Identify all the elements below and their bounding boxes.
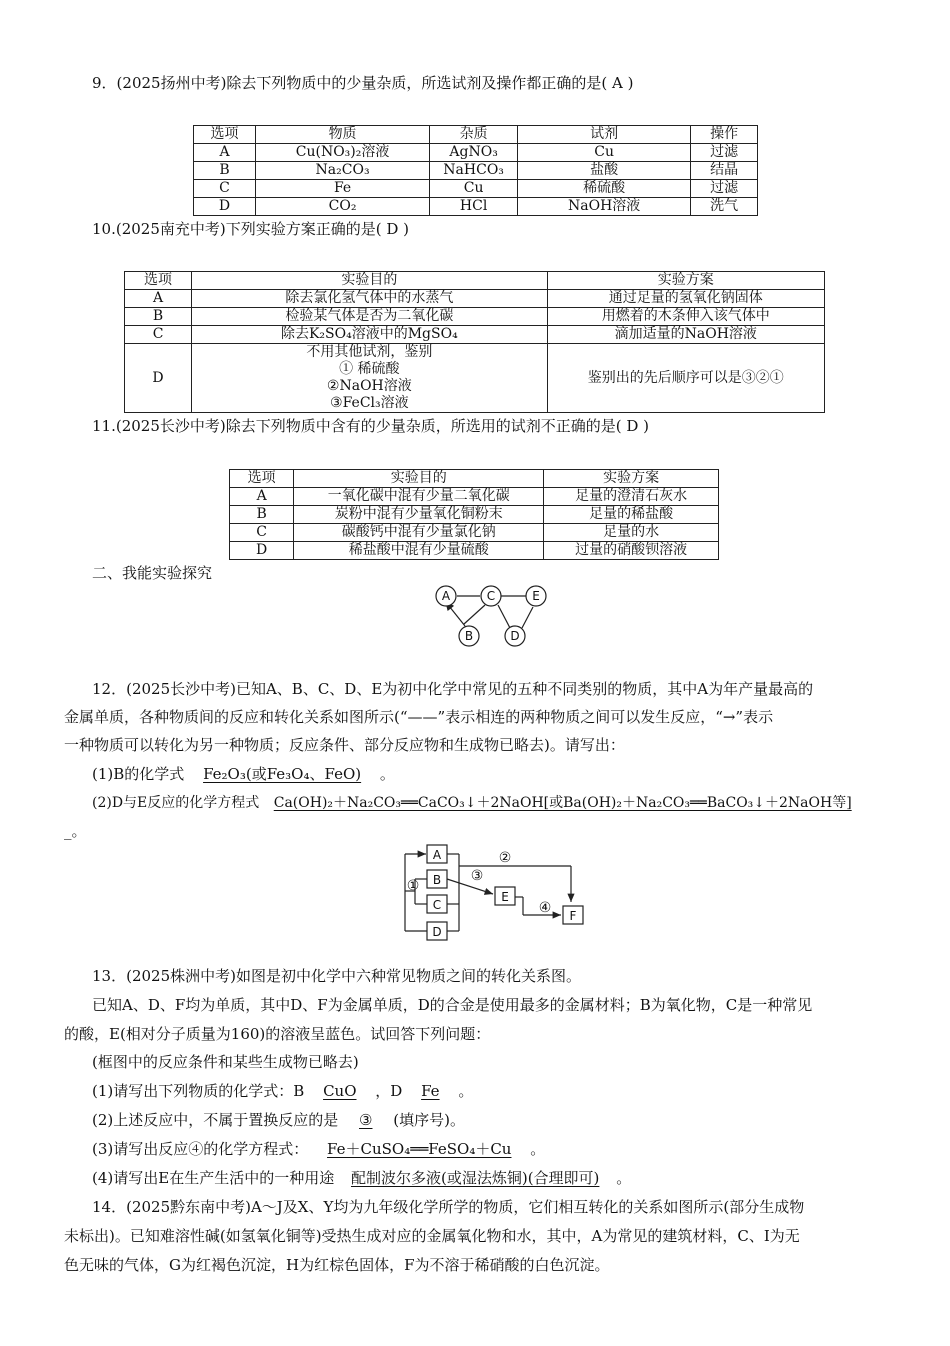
- table-row: [125, 326, 825, 344]
- table-cell: Cu: [430, 180, 518, 198]
- purpose-line: ① 稀硫酸: [339, 361, 400, 377]
- table-cell: 一氧化碳中混有少量二氧化碳: [294, 488, 544, 506]
- table-cell: B: [194, 162, 256, 180]
- box-f-label: F: [569, 909, 577, 923]
- q12-line1: 12．(2025长沙中考)已知A、B、C、D、E为初中化学中常见的五种不同类别的物质，其中A为年产量最高的: [92, 680, 814, 698]
- q13-part4-answer: 配制波尔多液(或湿法炼铜)(合理即可): [350, 1169, 600, 1187]
- q14-line3: 色无味的气体，G为红褐色沉淀，H为红棕色固体，F为不溶于稀硝酸的白色沉淀。: [64, 1256, 610, 1274]
- label-reaction-3: ③: [470, 868, 484, 884]
- header-cell: 选项: [125, 272, 192, 290]
- q12-part2-tail: _。: [64, 822, 87, 840]
- table-row: [125, 308, 825, 326]
- table-cell: 炭粉中混有少量氧化铜粉末: [294, 506, 544, 524]
- q13-part3-prefix: (3)请写出反应④的化学方程式：: [92, 1140, 309, 1158]
- q13-part1-mid: ，D: [375, 1082, 403, 1100]
- label-reaction-1: ①: [406, 878, 420, 894]
- q13-note: (框图中的反应条件和某些生成物已略去): [92, 1053, 359, 1071]
- header-cell: 选项: [194, 126, 256, 144]
- table-cell: 洗气: [691, 198, 758, 216]
- table-cell: [192, 344, 548, 413]
- q12-line3: 一种物质可以转化为另一种物质；反应条件、部分反应物和生成物已略去)。请写出：: [64, 736, 625, 754]
- header-cell: 实验目的: [294, 470, 544, 488]
- table-cell: 稀硫酸: [518, 180, 691, 198]
- node-d-label: D: [510, 629, 520, 643]
- edge-d-e: [522, 607, 533, 628]
- q13-part1: [92, 1081, 473, 1101]
- table-row: [194, 180, 758, 198]
- table-row: [230, 542, 719, 560]
- table-cell: B: [125, 308, 192, 326]
- q10-table: [124, 271, 825, 413]
- table-cell: D: [194, 198, 256, 216]
- table-cell: A: [194, 144, 256, 162]
- table-header-row: [230, 470, 719, 488]
- table-cell: C: [125, 326, 192, 344]
- table-cell: 滴加适量的NaOH溶液: [547, 326, 824, 344]
- header-cell: 物质: [256, 126, 430, 144]
- q10-question: 10.(2025南充中考)下列实验方案正确的是( D ): [92, 220, 410, 238]
- box-a-label: A: [432, 848, 442, 862]
- table-row: [194, 198, 758, 216]
- q9-question: 9．(2025扬州中考)除去下列物质中的少量杂质，所选试剂及操作都正确的是( A ): [92, 74, 634, 92]
- table-row: [230, 524, 719, 542]
- table-cell: D: [125, 344, 192, 413]
- node-a-label: A: [441, 589, 451, 603]
- box-c-label: C: [432, 898, 442, 912]
- q13-part4-prefix: (4)请写出E在生产生活中的一种用途: [92, 1169, 335, 1187]
- table-cell: 用燃着的木条伸入该气体中: [547, 308, 824, 326]
- node-c-label: C: [486, 589, 496, 603]
- q13-part3-suffix: 。: [530, 1140, 546, 1158]
- q9-table: [193, 125, 758, 216]
- q13-part1-d-answer: Fe: [421, 1082, 440, 1100]
- table-row: [125, 344, 825, 413]
- table-cell: C: [230, 524, 294, 542]
- box-b-label: B: [432, 873, 442, 887]
- q13-line2: 已知A、D、F均为单质，其中D、F为金属单质，D的合金是使用最多的金属材料；B为氧化物，C是一种常见: [92, 996, 813, 1014]
- q12-part2-answer: Ca(OH)₂＋Na₂CO₃══CaCO₃↓＋2NaOH[或Ba(OH)₂＋Na₂CO₃══BaCO₃↓＋2NaOH等]: [273, 795, 852, 811]
- table-cell: Na₂CO₃: [256, 162, 430, 180]
- table-row: [230, 506, 719, 524]
- label-reaction-2: ②: [498, 850, 512, 866]
- q14-line1: 14．(2025黔东南中考)A～J及X、Y均为九年级化学所学的物质，它们相互转化的关系如图所示(部分生成物: [92, 1198, 805, 1216]
- table-cell: 足量的稀盐酸: [544, 506, 719, 524]
- q13-part1-suffix: 。: [458, 1082, 474, 1100]
- table-cell: B: [230, 506, 294, 524]
- q13-line1: 13．(2025株洲中考)如图是初中化学中六种常见物质之间的转化关系图。: [92, 967, 581, 985]
- q12-part1-prefix: (1)B的化学式: [92, 765, 185, 783]
- table-cell: 过滤: [691, 144, 758, 162]
- table-cell: 足量的水: [544, 524, 719, 542]
- edge-c-d: [498, 605, 510, 628]
- q12-part2: [92, 793, 852, 813]
- table-cell: 稀盐酸中混有少量硫酸: [294, 542, 544, 560]
- header-cell: 操作: [691, 126, 758, 144]
- q12-part1: [92, 764, 395, 784]
- q13-part2-answer: ③: [359, 1111, 373, 1129]
- table-cell: 鉴别出的先后顺序可以是③②①: [547, 344, 824, 413]
- arrow-b-to-a: [449, 606, 465, 626]
- table-cell: HCl: [430, 198, 518, 216]
- q12-part1-answer: Fe₂O₃(或Fe₃O₄、FeO): [203, 765, 362, 783]
- box-d-label: D: [432, 925, 442, 939]
- table-cell: C: [194, 180, 256, 198]
- q12-line2: 金属单质，各种物质间的反应和转化关系如图所示(“——”表示相连的两种物质之间可以发生反应，“→”表示: [64, 708, 774, 726]
- purpose-line: ②NaOH溶液: [326, 378, 412, 394]
- node-b-label: B: [464, 629, 474, 643]
- table-cell: Cu(NO₃)₂溶液: [256, 144, 430, 162]
- q13-part4: [92, 1168, 631, 1188]
- node-e-label: E: [532, 589, 540, 603]
- table-cell: CO₂: [256, 198, 430, 216]
- table-cell: NaOH溶液: [518, 198, 691, 216]
- q13-part3: [92, 1139, 545, 1159]
- q13-part1-b-answer: CuO: [323, 1082, 357, 1100]
- purpose-line: ③FeCl₃溶液: [330, 395, 409, 411]
- header-cell: 实验目的: [192, 272, 548, 290]
- section-heading: 二、我能实验探究: [92, 564, 213, 582]
- table-row: [194, 144, 758, 162]
- table-header-row: [125, 272, 825, 290]
- table-cell: Fe: [256, 180, 430, 198]
- table-cell: 过滤: [691, 180, 758, 198]
- table-cell: 过量的硝酸钡溶液: [544, 542, 719, 560]
- table-cell: AgNO₃: [430, 144, 518, 162]
- q11-table: [229, 469, 719, 560]
- q12-part1-suffix: 。: [379, 765, 395, 783]
- table-cell: 足量的澄清石灰水: [544, 488, 719, 506]
- header-cell: 选项: [230, 470, 294, 488]
- q13-part1-prefix: (1)请写出下列物质的化学式：B: [92, 1082, 305, 1100]
- table-header-row: [194, 126, 758, 144]
- q13-line3: 的酸，E(相对分子质量为160)的溶液呈蓝色。试回答下列问题：: [64, 1025, 491, 1043]
- label-reaction-4: ④: [538, 900, 552, 916]
- q13-part3-answer: Fe＋CuSO₄══FeSO₄＋Cu: [327, 1140, 512, 1158]
- box-e-label: E: [501, 890, 509, 904]
- table-row: [230, 488, 719, 506]
- table-cell: 检验某气体是否为二氧化碳: [192, 308, 548, 326]
- q14-line2: 未标出)。已知难溶性碱(如氢氧化铜等)受热生成对应的金属氧化物和水，其中，A为常见的建筑材料，C、I为无: [64, 1227, 800, 1245]
- header-cell: 试剂: [518, 126, 691, 144]
- relation-diagram: [425, 582, 555, 652]
- header-cell: 实验方案: [547, 272, 824, 290]
- q13-part2: [92, 1110, 465, 1130]
- header-cell: 杂质: [430, 126, 518, 144]
- table-row: [194, 162, 758, 180]
- table-cell: 碳酸钙中混有少量氯化钠: [294, 524, 544, 542]
- q13-part2-suffix: (填序号)。: [393, 1111, 465, 1129]
- flow-diagram: [395, 842, 595, 944]
- q13-part4-suffix: 。: [616, 1169, 632, 1187]
- q13-part2-prefix: (2)上述反应中，不属于置换反应的是: [92, 1111, 339, 1129]
- table-row: [125, 290, 825, 308]
- table-cell: 盐酸: [518, 162, 691, 180]
- table-cell: 结晶: [691, 162, 758, 180]
- purpose-line: 不用其他试剂，鉴别: [306, 344, 433, 360]
- q11-question: 11.(2025长沙中考)除去下列物质中含有的少量杂质，所选用的试剂不正确的是( D ): [92, 417, 650, 435]
- table-cell: A: [230, 488, 294, 506]
- edge-b-c: [464, 605, 485, 624]
- table-cell: Cu: [518, 144, 691, 162]
- header-cell: 实验方案: [544, 470, 719, 488]
- table-cell: 除去K₂SO₄溶液中的MgSO₄: [192, 326, 548, 344]
- table-cell: 通过足量的氢氧化钠固体: [547, 290, 824, 308]
- table-cell: 除去氯化氢气体中的水蒸气: [192, 290, 548, 308]
- q12-part2-prefix: (2)D与E反应的化学方程式: [92, 795, 260, 811]
- table-cell: D: [230, 542, 294, 560]
- table-cell: A: [125, 290, 192, 308]
- table-cell: NaHCO₃: [430, 162, 518, 180]
